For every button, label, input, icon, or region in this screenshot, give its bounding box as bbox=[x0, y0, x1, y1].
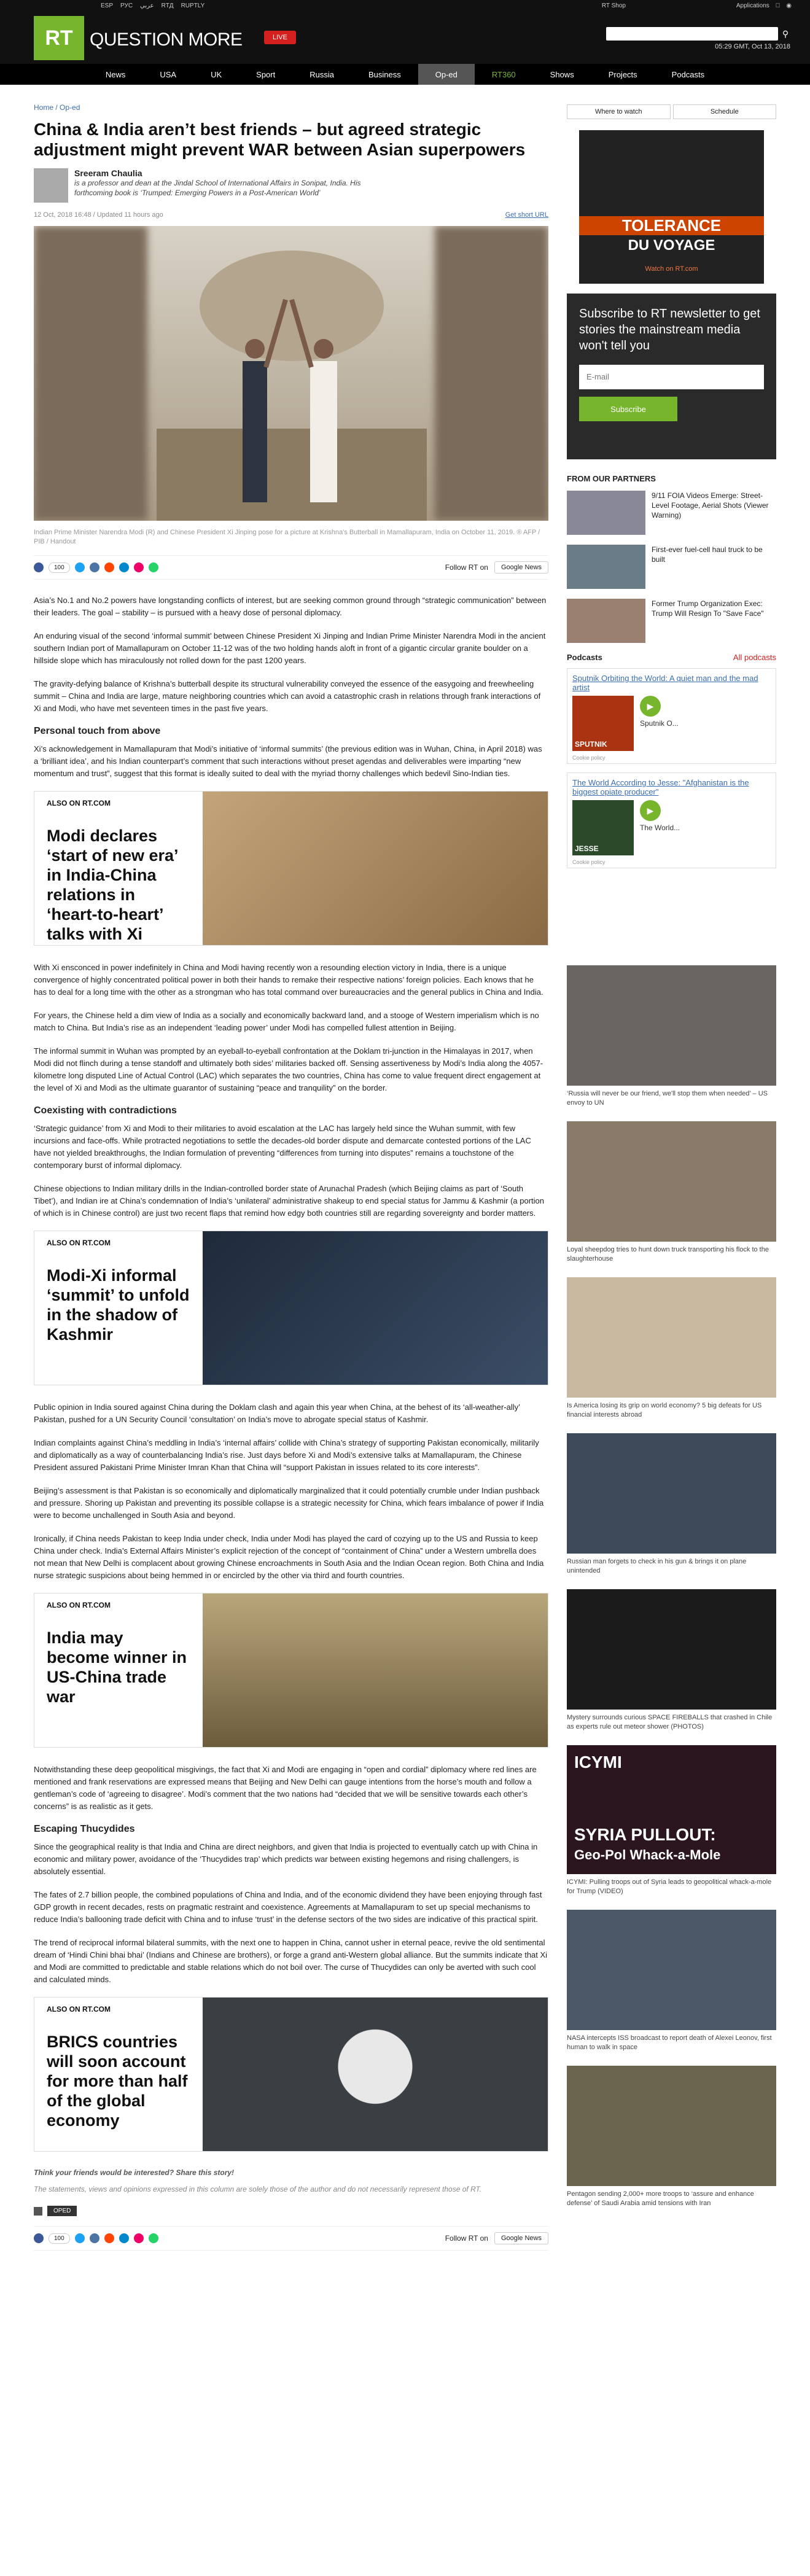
cookie-policy-link[interactable]: Cookie policy bbox=[572, 755, 606, 761]
partner-title[interactable]: 9/11 FOIA Videos Emerge: Street-Level Footage, Aerial Shots (Viewer Warning) bbox=[652, 491, 769, 519]
tag-icon bbox=[34, 2207, 42, 2216]
author-avatar[interactable] bbox=[34, 168, 68, 203]
share-prompt: Think your friends would be interested? Share this story! bbox=[34, 2168, 235, 2177]
top-bar bbox=[0, 0, 810, 64]
nav-news[interactable]: News bbox=[105, 69, 126, 79]
lang-link[interactable]: RUPTLY bbox=[181, 2, 205, 9]
current-date: 05:29 GMT, Oct 13, 2018 bbox=[715, 43, 790, 50]
paragraph: The trend of reciprocal informal bilateral summits, with the next one to happen in China, cannot usher in eternal peace, revive the old sentimental dream of ‘Hindi Chini bhai bhai’ (Indians and Chinese are brothers), or forge a grand anti-Western global alliance. But the summits indicate that Xi and Modi are committed to predictable and stable relations which do not boil over. The curse of Thucydides can only be averted with such cool and calculated minds. bbox=[34, 1938, 548, 1984]
hero-image bbox=[34, 226, 548, 521]
also-image[interactable] bbox=[203, 1998, 548, 2151]
short-url-link[interactable]: Get short URL bbox=[505, 211, 548, 219]
tagline: QUESTION MORE bbox=[90, 29, 243, 50]
lang-link[interactable]: РУС bbox=[120, 2, 133, 9]
paragraph: Xi’s acknowledgement in Mamallapuram that Modi’s initiative of ‘informal summits’ (the previous edition was in Wuhan, China, in April 2018) was a ‘brilliant idea’, and his Indian counterpart’s comment that such interactions without preset agendas and deliverables were imparting “new momentum and trust”, suggest that this format is ideally suited to deal with the myriad thorny challenges which bedevil Sino-Indian ties. bbox=[34, 744, 542, 778]
podcast-art: JESSE bbox=[572, 800, 634, 855]
also-on-rt-card[interactable] bbox=[34, 1231, 548, 1385]
twitter-icon[interactable] bbox=[75, 2233, 85, 2243]
search-input[interactable] bbox=[606, 27, 778, 41]
article-meta bbox=[34, 211, 548, 219]
paragraph: Chinese objections to Indian military drills in the Indian-controlled border state of Arunachal Pradesh (which Beijing claims as part of ‘South Tibet’), and Indian ire at China’s condemnation of India’s ‘unilateral’ administrative shakeup to end special status for Jammu & Kashmir (a portion of which is in Chinese control) are just two recent flaps that remind how edgy both countries still are regarding sovereignty and border matters. bbox=[34, 1184, 544, 1218]
author-bio: is a professor and dean at the Jindal School of International Affairs in Sonipat, India. His forthcoming book is ‘Trumped: Emerging Powers in a Post-American World’ bbox=[74, 179, 361, 197]
paragraph: Since the geographical reality is that India and China are direct neighbors, and given that India is projected to eventually catch up with China in economic and military power, avoidance of the ‘Thucydides trap’ which predicts war between existing hegemons and rising challengers, is absolutely essential. bbox=[34, 1842, 538, 1876]
story-title[interactable]: Russian man forgets to check in his gun & brings it on plane unintended bbox=[567, 1558, 747, 1574]
reddit-icon[interactable] bbox=[104, 2233, 114, 2243]
page-title: China & India aren’t best friends – but agreed strategic adjustment might prevent WAR between Asian superpowers bbox=[34, 120, 526, 159]
podcasts-heading: Podcasts bbox=[567, 653, 602, 662]
breadcrumb-separator: / bbox=[55, 103, 58, 112]
also-label: ALSO ON RT.COM bbox=[47, 1601, 111, 1609]
story-title[interactable]: NASA intercepts ISS broadcast to report death of Alexei Leonov, first human to walk in space bbox=[567, 2034, 772, 2051]
tag-oped[interactable]: OPED bbox=[47, 2206, 77, 2216]
promo-subheadline: Geo-Pol Whack-a-Mole bbox=[574, 1847, 721, 1862]
also-image[interactable] bbox=[203, 792, 548, 945]
android-icon[interactable]: ◉ bbox=[786, 2, 792, 9]
partner-title[interactable]: First-ever fuel-cell haul truck to be built bbox=[652, 545, 763, 564]
also-label: ALSO ON RT.COM bbox=[47, 1239, 111, 1247]
main-nav bbox=[0, 64, 810, 85]
play-icon[interactable]: ▶ bbox=[640, 696, 661, 717]
partners-block bbox=[567, 474, 776, 643]
also-on-rt-card[interactable] bbox=[34, 1593, 548, 1748]
breadcrumb bbox=[34, 103, 548, 112]
twitter-icon[interactable] bbox=[75, 562, 85, 572]
sidebar-story[interactable] bbox=[567, 2066, 776, 2208]
nav-usa[interactable]: USA bbox=[160, 69, 177, 79]
paragraph: Public opinion in India soured against China during the Doklam clash and again this year when China, at the behest of its ‘all-weather-ally’ Pakistan, pushed for a UN Security Council ‘consultation’ on India’s move to abrogate special status of Kashmir. bbox=[34, 1403, 520, 1424]
email-field[interactable]: E-mail bbox=[579, 365, 764, 389]
leaders-illustration bbox=[34, 226, 548, 521]
apps-link[interactable] bbox=[736, 2, 792, 9]
author-name[interactable]: Sreeram Chaulia bbox=[74, 168, 142, 178]
follow-label: Follow RT on bbox=[445, 2234, 488, 2243]
sidebar-story[interactable] bbox=[567, 1277, 776, 1420]
story-image[interactable] bbox=[567, 1433, 776, 1554]
icymi-label: ICYMI bbox=[574, 1753, 622, 1772]
section-heading: Escaping Thucydides bbox=[34, 1824, 135, 1834]
newsletter-heading: Subscribe to RT newsletter to get stories the mainstream media won't tell you bbox=[579, 307, 760, 352]
promo-title: TOLERANCE bbox=[579, 216, 764, 235]
podcasts-header bbox=[567, 653, 776, 662]
also-label: ALSO ON RT.COM bbox=[47, 799, 111, 807]
article-column bbox=[34, 85, 548, 2265]
share-bar bbox=[34, 555, 548, 580]
sidebar-story[interactable] bbox=[567, 1745, 776, 1896]
all-podcasts-link[interactable]: All podcasts bbox=[733, 653, 776, 662]
podcast-art: SPUTNIK bbox=[572, 696, 634, 751]
share-count: 100 bbox=[49, 2233, 70, 2244]
sidebar-story[interactable] bbox=[567, 1910, 776, 2052]
apple-icon[interactable] bbox=[776, 2, 781, 9]
also-on-rt-card[interactable] bbox=[34, 1997, 548, 2152]
image-caption: Indian Prime Minister Narendra Modi (R) and Chinese President Xi Jinping pose for a picture at Krishna's Butterball in Mamallapuram, India on October 11, 2019. ® AFP / PIB / Handout bbox=[34, 529, 540, 545]
apps-label: Applications bbox=[736, 2, 769, 9]
vk-icon[interactable] bbox=[90, 2233, 99, 2243]
play-icon[interactable]: ▶ bbox=[640, 800, 661, 821]
partner-item[interactable] bbox=[567, 491, 776, 535]
sidebar-story[interactable] bbox=[567, 1433, 776, 1576]
paragraph: Asia’s No.1 and No.2 powers have longstanding conflicts of interest, but are seeking common ground through “strategic communication” between their leaders. The goal – stability – is pursued with a heavy dose of personal diplomacy. bbox=[34, 596, 547, 617]
where-to-watch-button[interactable]: Where to watch bbox=[567, 104, 671, 119]
lang-link[interactable]: عربي bbox=[140, 2, 154, 9]
nav-uk[interactable]: UK bbox=[211, 69, 222, 79]
sidebar-story[interactable] bbox=[567, 1121, 776, 1264]
whatsapp-icon[interactable] bbox=[149, 2233, 158, 2243]
paragraph: Indian complaints against China’s meddling in India’s ‘internal affairs’ collide with China’s strategy of supporting Pakistan economically, militarily and diplomatically as a way of counterbalancing India’s rise. Just days before Xi and Modi’s extensive talks at Mamallapuram, the Chinese President assured Pakistani Prime Minister Imran Khan that China will “support Pakistan in issues related to its core interests”. bbox=[34, 1438, 539, 1472]
sidebar-buttons bbox=[567, 104, 776, 119]
partner-item[interactable] bbox=[567, 545, 776, 589]
story-image[interactable] bbox=[567, 1121, 776, 1242]
section-heading: Personal touch from above bbox=[34, 726, 161, 736]
newsletter-box bbox=[567, 294, 776, 459]
partner-thumb[interactable] bbox=[567, 599, 645, 643]
nav-oped[interactable]: Op-ed bbox=[418, 64, 475, 85]
author-block bbox=[34, 168, 548, 203]
google-news-button[interactable]: Google News bbox=[494, 2232, 548, 2244]
also-image[interactable] bbox=[203, 1231, 548, 1385]
partner-title[interactable]: Former Trump Organization Exec: Trump Will Resign To "Save Face" bbox=[652, 599, 764, 618]
language-links bbox=[101, 2, 204, 9]
partners-heading: FROM OUR PARTNERS bbox=[567, 474, 656, 483]
sidebar-story[interactable] bbox=[567, 1589, 776, 1732]
nav-russia[interactable]: Russia bbox=[310, 69, 334, 79]
episode-title: Sputnik O... bbox=[640, 719, 679, 728]
story-image[interactable] bbox=[567, 965, 776, 1086]
nav-business[interactable]: Business bbox=[368, 69, 401, 79]
podcast-title[interactable]: The World According to Jesse: "Afghanistan is the biggest opiate producer" bbox=[572, 778, 749, 796]
promo-headline: SYRIA PULLOUT: bbox=[574, 1825, 716, 1844]
paragraph: For years, the Chinese held a dim view of India as a socially and economically backward land, and a stooge of Western imperialism which is no match to China. But India’s rise as an independent ‘leading power’ under Modi has compelled fullest attention in Beijing. bbox=[34, 1011, 539, 1032]
messenger-icon[interactable] bbox=[134, 562, 144, 572]
search-icon[interactable]: ⚲ bbox=[782, 28, 789, 39]
podcast-title[interactable]: Sputnik Orbiting the World: A quiet man and the mad artist bbox=[572, 674, 758, 692]
story-title[interactable]: Is America losing its grip on world economy? 5 big defeats for US financial interests abroad bbox=[567, 1402, 762, 1418]
lang-link[interactable]: RTД bbox=[161, 2, 174, 9]
paragraph: An enduring visual of the second ‘informal summit’ between Chinese President Xi Jinping and Indian Prime Minister Narendra Modi in the ancient southern Indian port of Mamallapuram on October 11-12 was of the two holding hands aloft in front of a gigantic circular granite boulder on a hillside slope which has miraculously not rolled down for the past 1200 years. bbox=[34, 631, 546, 665]
promo-watch: Watch on RT.com bbox=[645, 265, 698, 273]
live-button[interactable]: LIVE bbox=[264, 31, 296, 44]
facebook-icon[interactable] bbox=[34, 562, 44, 572]
episode-title: The World... bbox=[640, 823, 680, 832]
reddit-icon[interactable] bbox=[104, 562, 114, 572]
rt-logo[interactable]: RT bbox=[34, 16, 84, 60]
subscribe-button[interactable]: Subscribe bbox=[579, 397, 677, 421]
paragraph: ‘Strategic guidance’ from Xi and Modi to their militaries to avoid escalation at the LAC has largely held since the Wuhan summit, with few incursions and face-offs. While protracted negotiations to settle the decades-old border dispute and demarcate contested portions of the LAC have not yielded breakthroughs, the Indian formulation of preventing “differences from turning into disputes” remains a touchstone of the contemporary burst of informal diplomacy. bbox=[34, 1124, 531, 1170]
follow-block bbox=[445, 561, 548, 574]
follow-block bbox=[445, 2232, 548, 2244]
disclaimer: The statements, views and opinions expressed in this column are solely those of the author and do not necessarily represent those of RT. bbox=[34, 2185, 482, 2193]
paragraph: Beijing’s assessment is that Pakistan is so economically and diplomatically marginalized that it could potentially crumble under Indian pushback and pressure. Shoring up Pakistan and preventing its possible collapse is a strategic necessity for China, which fears imbalance of power if India were to become unchallenged in South Asia and beyond. bbox=[34, 1486, 544, 1520]
nav-sport[interactable]: Sport bbox=[256, 69, 276, 79]
messenger-icon[interactable] bbox=[134, 2233, 144, 2243]
nav-shows[interactable]: Shows bbox=[550, 69, 574, 79]
sidebar-story[interactable] bbox=[567, 965, 776, 1108]
partner-item[interactable] bbox=[567, 599, 776, 643]
cookie-policy-link[interactable]: Cookie policy bbox=[572, 859, 606, 865]
paragraph: The informal summit in Wuhan was prompted by an eyeball-to-eyeball confrontation at the Doklam tri-junction in the Himalayas in 2017, when Modi did not flinch during a tense standoff and ultimately both sides’ militaries backed off. Sensing assertiveness by Modi’s India along the 4057-kilometre long disputed Line of Actual Control (LAC) which separates the two countries, China has come to value frequent direct engagement at the level of Xi and Modi as the ultimate guarantor of sustaining “peace and tranquility” on the border. bbox=[34, 1046, 543, 1092]
podcast-player bbox=[567, 668, 776, 764]
story-image[interactable] bbox=[567, 2066, 776, 2186]
also-title[interactable]: Modi-Xi informal ‘summit’ to unfold in the shadow of Kashmir bbox=[47, 1266, 190, 1344]
story-title[interactable]: ‘Russia will never be our friend, we'll stop them when needed’ – US envoy to UN bbox=[567, 1090, 768, 1107]
publish-date: 12 Oct, 2018 16:48 / Updated 11 hours ago bbox=[34, 211, 163, 219]
story-image[interactable] bbox=[567, 1277, 776, 1398]
also-image[interactable] bbox=[203, 1593, 548, 1747]
section-heading: Coexisting with contradictions bbox=[34, 1105, 177, 1116]
lang-link[interactable]: ESP bbox=[101, 2, 114, 9]
partner-thumb[interactable] bbox=[567, 491, 645, 535]
story-title[interactable]: Mystery surrounds curious SPACE FIREBALLS that crashed in Chile as experts rule out meteor shower (PHOTOS) bbox=[567, 1714, 773, 1730]
also-label: ALSO ON RT.COM bbox=[47, 2005, 111, 2014]
sidebar-spacer bbox=[567, 877, 776, 965]
paragraph: With Xi ensconced in power indefinitely in China and Modi having recently won a resounding election victory in India, there is a unique convergence of highly concentrated political power in both their hands to remake their respective nations’ foreign policies. Each knows that he has to deal for a long time with the other as a strongman who has total command over bureaucracies and the general publics in China and India. bbox=[34, 963, 543, 997]
schedule-button[interactable]: Schedule bbox=[673, 104, 777, 119]
shop-link[interactable]: RT Shop bbox=[601, 2, 626, 9]
promo-banner[interactable] bbox=[579, 130, 764, 284]
story-title[interactable]: Pentagon sending 2,000+ more troops to ‘assure and enhance defense’ of Saudi Arabia amid tensions with Iran bbox=[567, 2190, 754, 2207]
podcast-player bbox=[567, 772, 776, 868]
also-title[interactable]: India may become winner in US-China trade war bbox=[47, 1628, 187, 1706]
paragraph: The fates of 2.7 billion people, the combined populations of China and India, and of the economic dividend they have been enjoying through fast GDP growth in recent decades, rests on pragmatic restraint and coexistence. Agreements at Mamallapuram to set up special mechanisms to reduce India’s ballooning trade deficit with China and to infuse ‘trust’ in the defense sectors of the two sides are indicative of this practical spirit. bbox=[34, 1890, 542, 1924]
story-title[interactable]: ICYMI: Pulling troops out of Syria leads to geopolitical whack-a-mole for Trump (VIDEO) bbox=[567, 1878, 772, 1895]
paragraph: Ironically, if China needs Pakistan to keep India under check, India under Modi has played the card of cozying up to the US and Russia to keep China under check. India’s External Affairs Minister’s explicit rejection of the concept of “containment of China” under a Western umbrella does not mean that New Delhi is complacent about growing Chinese encroachments in South Asia and the Indian Ocean region. Both China and India nurse strategic suspicions about being hemmed in or encircled by the other via third and fourth countries. bbox=[34, 1534, 544, 1580]
facebook-icon[interactable] bbox=[34, 2233, 44, 2243]
paragraph: Notwithstanding these deep geopolitical misgivings, the fact that Xi and Modi are engaging in “open and cordial” diplomacy where red lines are mentioned and frank reservations are expressed means that Beijing and New Delhi can gauge intentions from the horse’s mouth and follow a gentleman’s code of ‘agreeing to disagree’. Modi’s comment that the two nations had “decided that we will be sensitive towards each other’s concerns” is as realistic as it gets. bbox=[34, 1765, 537, 1811]
promo-subtitle: DU VOYAGE bbox=[628, 237, 715, 254]
nav-podcasts[interactable]: Podcasts bbox=[671, 69, 705, 79]
also-title[interactable]: BRICS countries will soon account for more than half of the global economy bbox=[47, 2033, 188, 2130]
google-news-button[interactable]: Google News bbox=[494, 561, 548, 574]
breadcrumb-section[interactable]: Op-ed bbox=[60, 103, 80, 112]
story-title[interactable]: Loyal sheepdog tries to hunt down truck transporting his flock to the slaughterhouse bbox=[567, 1246, 769, 1263]
nav-projects[interactable]: Projects bbox=[608, 69, 637, 79]
also-title[interactable]: Modi declares ‘start of new era’ in India-China relations in ‘heart-to-heart’ talks with Xi bbox=[47, 827, 178, 943]
share-count: 100 bbox=[49, 562, 70, 573]
story-image[interactable] bbox=[567, 1589, 776, 1710]
vk-icon[interactable] bbox=[90, 562, 99, 572]
telegram-icon[interactable] bbox=[119, 562, 129, 572]
story-image[interactable] bbox=[567, 1910, 776, 2030]
partner-thumb[interactable] bbox=[567, 545, 645, 589]
nav-rt360[interactable]: RT360 bbox=[491, 69, 516, 79]
telegram-icon[interactable] bbox=[119, 2233, 129, 2243]
breadcrumb-home[interactable]: Home bbox=[34, 103, 54, 112]
share-bar-bottom bbox=[34, 2226, 548, 2251]
follow-label: Follow RT on bbox=[445, 563, 488, 572]
paragraph: The gravity-defying balance of Krishna’s butterball despite its structural vulnerability conveyed the essence of the easygoing and freewheeling summit – China and India are large, mature neighboring countries which can avoid a catastrophic crash in relations through frank interactions of Xi and Modi, who have met seventeen times in the past five years. bbox=[34, 679, 541, 713]
sidebar bbox=[567, 85, 776, 2265]
also-on-rt-card[interactable] bbox=[34, 791, 548, 946]
story-image[interactable] bbox=[567, 1745, 776, 1874]
whatsapp-icon[interactable] bbox=[149, 562, 158, 572]
